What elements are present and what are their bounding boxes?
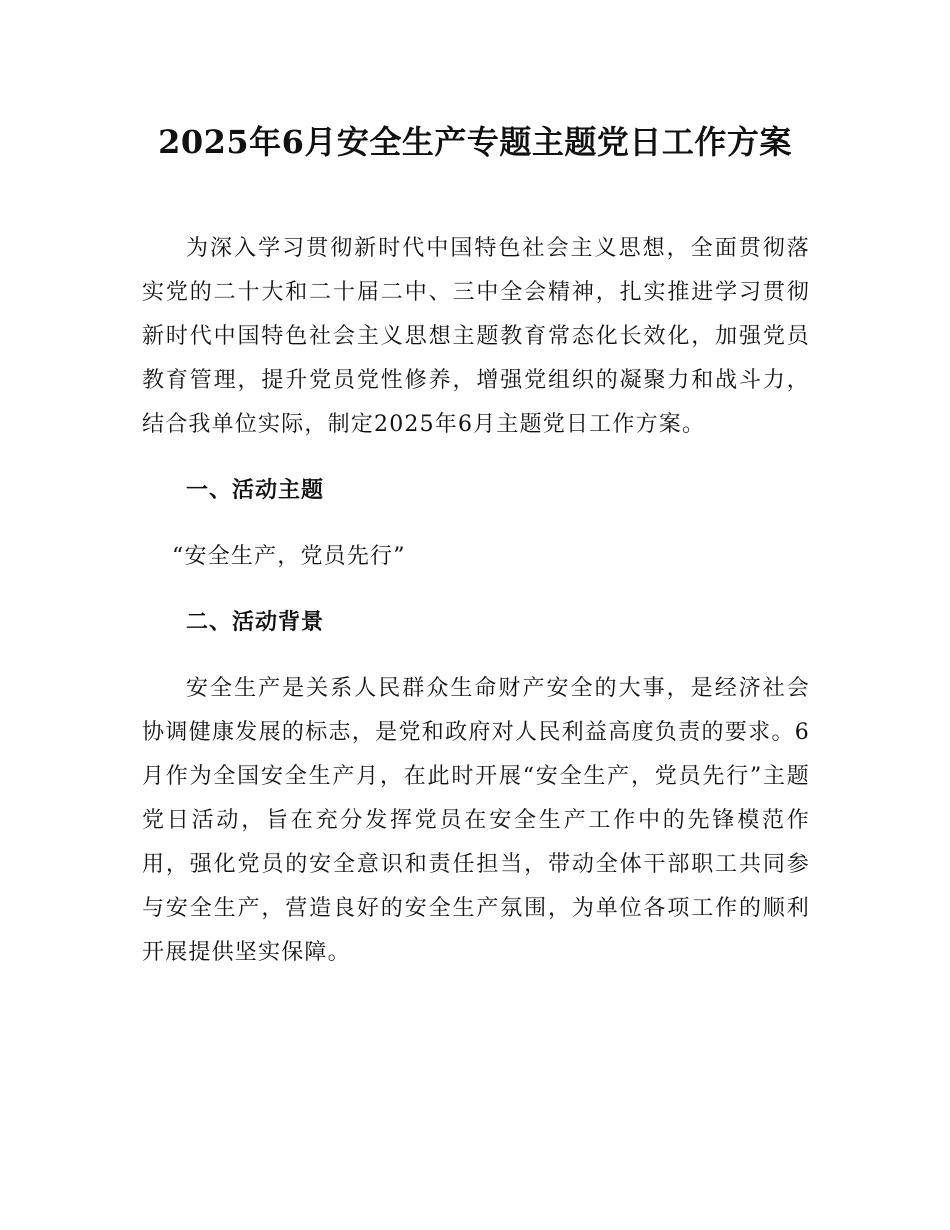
background-paragraph: 安全生产是关系人民群众生命财产安全的大事，是经济社会协调健康发展的标志，是党和政府对人民利益高度负责的要求。6月作为全国安全生产月，在此时开展“安全生产，党员先行”主题党日活动，旨在充分发挥党员在安全生产工作中的先锋模范作用，强化党员的安全意识和责任担当，带动全体干部职工共同参与安全生产，营造良好的安全生产氛围，为单位各项工作的顺利开展提供坚实保障。: [142, 676, 810, 965]
intro-paragraph: 为深入学习贯彻新时代中国特色社会主义思想，全面贯彻落实党的二十大和二十届二中、三中全会精神，扎实推进学习贯彻新时代中国特色社会主义思想主题教育常态化长效化，加强党员教育管理，提升党员党性修养，增强党组织的凝聚力和战斗力，结合我单位实际，制定2025年6月主题党日工作方案。: [142, 236, 810, 437]
spacer: [142, 513, 810, 535]
document-title: 2025年6月安全生产专题主题党日工作方案: [158, 123, 792, 161]
document-body: [142, 227, 810, 975]
theme-slogan: “安全生产，党员先行”: [172, 544, 406, 569]
section-heading-background: 二、活动背景: [186, 610, 325, 635]
spacer: [142, 579, 810, 601]
section-heading-theme: 一、活动主题: [186, 478, 325, 503]
spacer: [142, 447, 810, 469]
spacer: [142, 645, 810, 667]
